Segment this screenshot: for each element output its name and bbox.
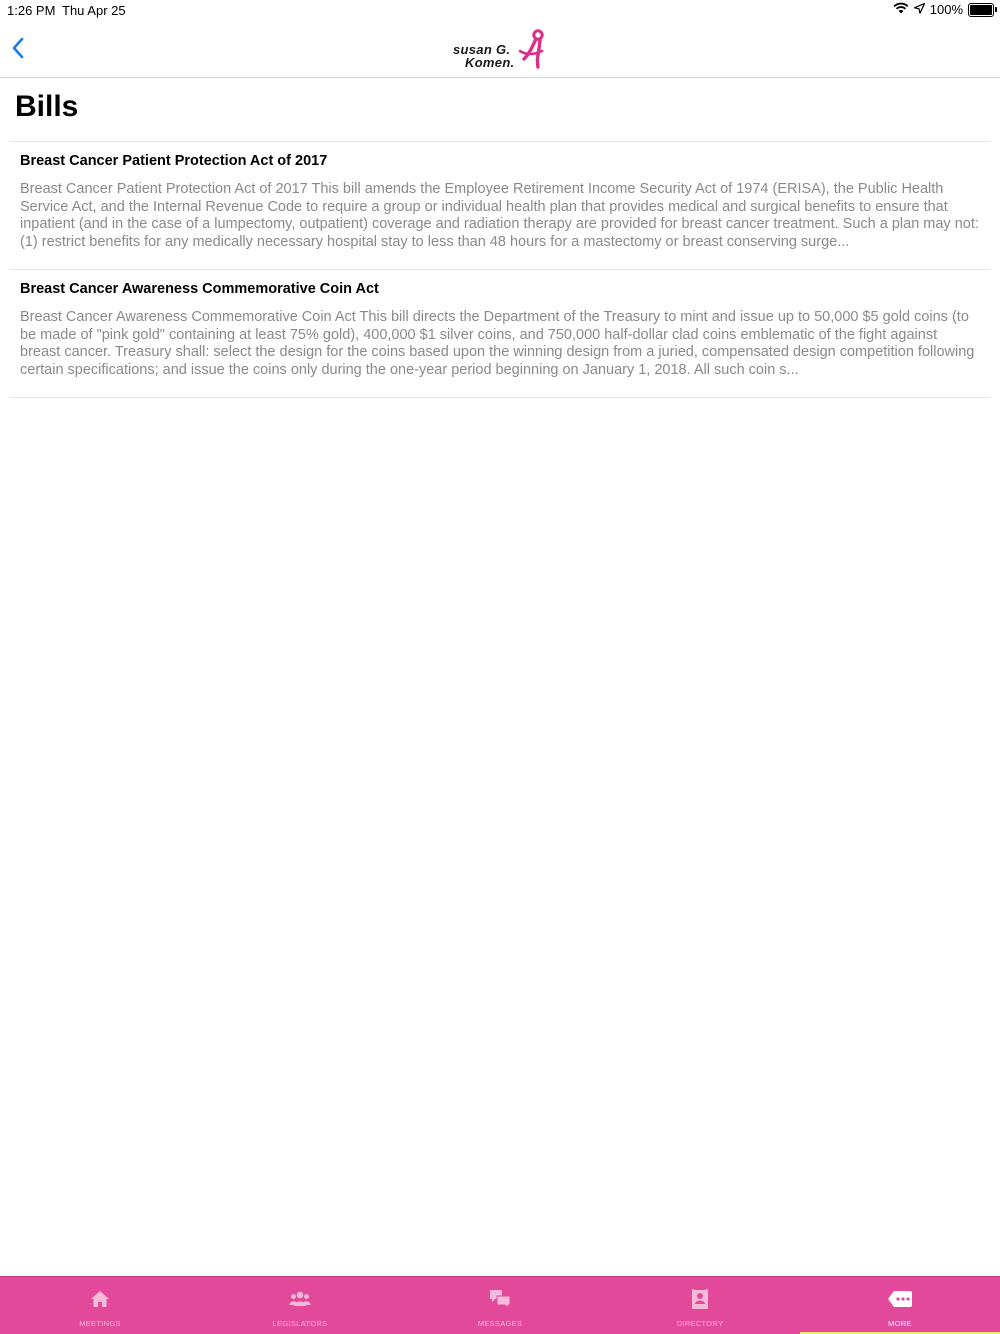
- tab-messages[interactable]: [400, 1277, 600, 1334]
- tab-label: MEETINGS: [79, 1319, 121, 1328]
- status-bar: [0, 0, 1000, 22]
- home-icon: [90, 1288, 110, 1310]
- komen-logo: [452, 28, 550, 70]
- battery-percent: 100%: [929, 2, 963, 17]
- contact-book-icon: [691, 1288, 709, 1310]
- tab-more[interactable]: [800, 1277, 1000, 1334]
- bill-list-item[interactable]: [10, 142, 990, 270]
- tab-meetings[interactable]: [0, 1277, 200, 1334]
- location-arrow-icon: [914, 2, 925, 17]
- page-title: Bills: [15, 90, 79, 123]
- more-tag-icon: [887, 1288, 913, 1310]
- bill-summary: Breast Cancer Patient Protection Act of 2017 This bill amends the Employee Retirement Income Security Act of 1974 (ERISA), the Public Health Service Act, and the Internal Revenue Code to require a group or individual health plan that provides medical and surgical benefits to ensure that inpatient (and in the case of a lumpectomy, outpatient) coverage and radiation therapy are provided for breast cancer treatment. Such a plan may not: (1) restrict benefits for any medically necessary hospital stay to less than 48 hours for a mastectomy or breast conserving surge...: [20, 181, 979, 250]
- navigation-bar: [0, 22, 1000, 78]
- status-time: 1:26 PM: [7, 3, 56, 18]
- back-button[interactable]: [6, 34, 30, 62]
- pink-ribbon-icon: [516, 29, 548, 69]
- chat-bubbles-icon: [489, 1288, 511, 1310]
- tab-label: MESSAGES: [477, 1319, 523, 1328]
- tab-label: DIRECTORY: [676, 1319, 724, 1328]
- logo-text-line1: susan G.: [453, 42, 511, 57]
- tab-label: LEGISLATORS: [272, 1319, 328, 1328]
- bill-list: [10, 142, 990, 398]
- status-date: Thu Apr 25: [62, 3, 126, 18]
- wifi-icon: [893, 2, 909, 17]
- bill-summary: Breast Cancer Awareness Commemorative Coin Act This bill directs the Department of the Treasury to mint and issue up to 50,000 $5 gold coins (to be made of "pink gold" containing at least 75% gold), 400,000 $1 silver coins, and 750,000 half-dollar clad coins emblematic of the fight against breast cancer. Treasury shall: select the design for the coins based upon the winning design from a juried, compensated design competition following certain specifications; and issue the coins only during the one-year period beginning on January 1, 2018. All such coin s...: [20, 309, 975, 378]
- battery-icon: [968, 3, 994, 17]
- status-indicators: [893, 2, 994, 17]
- bill-list-item[interactable]: [10, 270, 990, 398]
- chevron-left-icon: [11, 37, 25, 59]
- tab-directory[interactable]: [600, 1277, 800, 1334]
- tab-label: MORE: [888, 1319, 912, 1328]
- logo-text-line2: Komen.: [465, 55, 515, 70]
- tab-legislators[interactable]: [200, 1277, 400, 1334]
- bill-title: Breast Cancer Awareness Commemorative Coin Act: [20, 281, 379, 297]
- people-icon: [289, 1288, 311, 1310]
- bill-title: Breast Cancer Patient Protection Act of 2017: [20, 153, 328, 169]
- tab-bar: [0, 1276, 1000, 1334]
